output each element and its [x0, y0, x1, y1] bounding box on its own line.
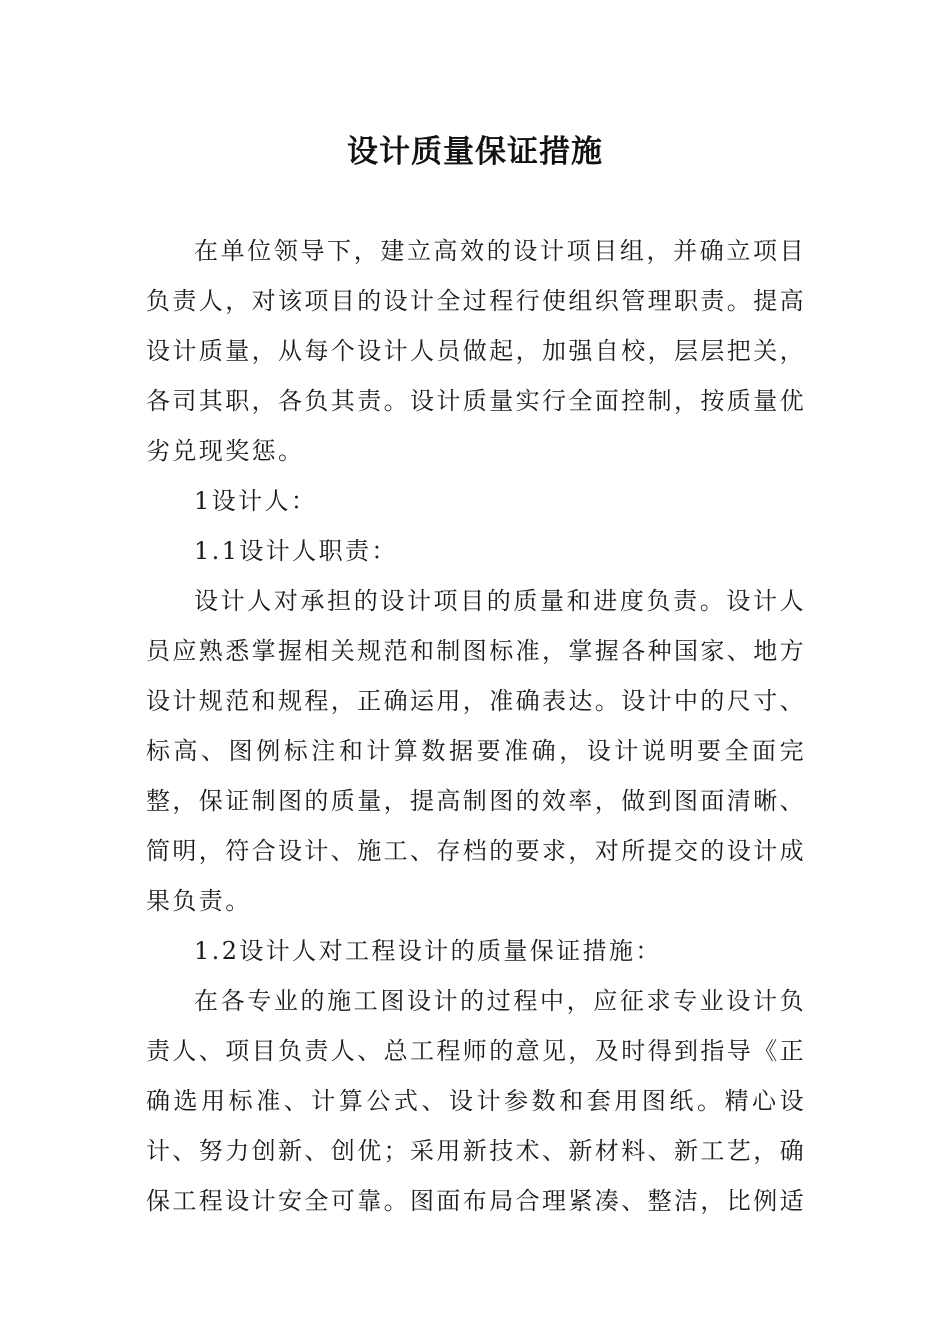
heading-designer: 1设计人： [194, 487, 318, 515]
paragraph-quality-measures: 在各专业的施工图设计的过程中，应征求专业设计负责人、项目负责人、总工程师的意见，及时得到指导《正确选用标准、计算公式、设计参数和套用图纸。精心设计、努力创新、创优；采用新技术、新材料、新工艺，确保工程设计安全可靠。图面布局合理紧凑、整洁，比例适 [146, 987, 806, 1215]
paragraph-intro: 在单位领导下，建立高效的设计项目组，并确立项目负责人，对该项目的设计全过程行使组织管理职责。提高设计质量，从每个设计人员做起，加强自校，层层把关，各司其职，各负其责。设计质量实行全面控制，按质量优劣兑现奖惩。 [146, 237, 806, 465]
heading-designer-duties: 1.1设计人职责： [194, 537, 398, 565]
document-title: 设计质量保证措施 [347, 134, 603, 170]
document-body [146, 226, 806, 1226]
heading-quality-measures: 1.2设计人对工程设计的质量保证措施： [194, 937, 662, 965]
paragraph-designer-duties: 设计人对承担的设计项目的质量和进度负责。设计人员应熟悉掌握相关规范和制图标准，掌握各种国家、地方设计规范和规程，正确运用，准确表达。设计中的尺寸、标高、图例标注和计算数据要准确，设计说明要全面完整，保证制图的质量，提高制图的效率，做到图面清晰、简明，符合设计、施工、存档的要求，对所提交的设计成果负责。 [146, 587, 806, 915]
